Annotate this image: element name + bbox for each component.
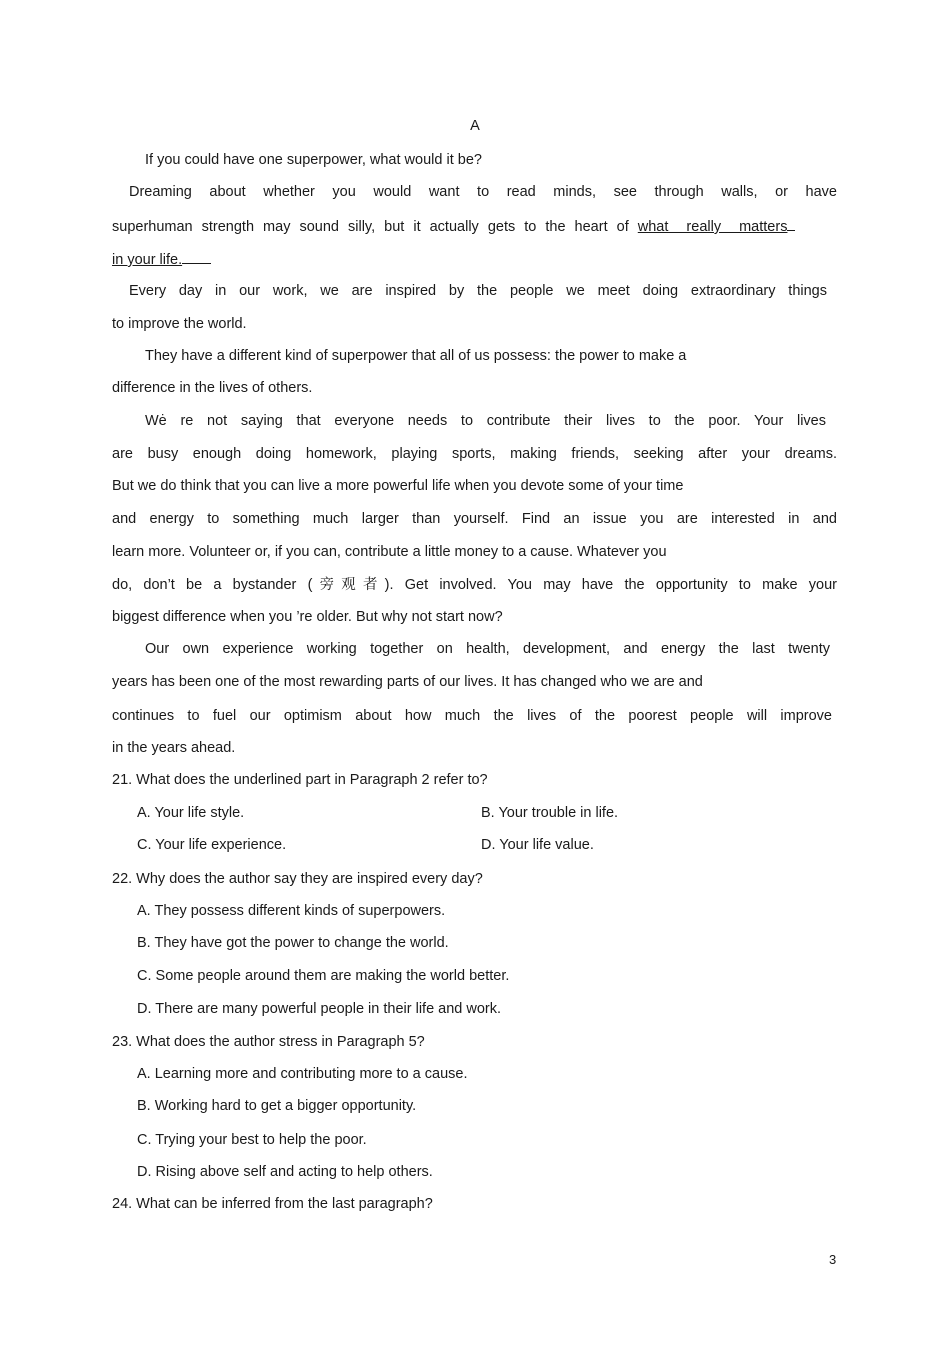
question-21: 21. What does the underlined part in Paragraph 2 refer to? [112,772,488,788]
q23-option-d: D. Rising above self and acting to help others. [137,1164,433,1180]
paragraph-6-line-1: Our own experience working together on health, development, and energy the last twenty [145,641,830,657]
q21-option-b: B. Your trouble in life. [481,805,619,821]
paragraph-2-line-3 [112,249,211,269]
q23-option-c: C. Trying your best to help the poor. [137,1132,367,1148]
underlined-phrase-part-2: in your life. [112,252,183,268]
question-23: 23. What does the author stress in Paragraph 5? [112,1034,425,1050]
paragraph-5-line-7: biggest difference when you ’re older. But why not start now? [112,609,503,625]
paragraph-6-line-2: years has been one of the most rewarding parts of our lives. It has changed who we are and [112,674,703,690]
paragraph-5-line-5: learn more. Volunteer or, if you can, contribute a little money to a cause. Whatever you [112,544,667,560]
q23-option-a: A. Learning more and contributing more to a cause. [137,1066,468,1082]
section-title: A [470,118,480,134]
q22-option-d: D. There are many powerful people in their life and work. [137,1001,502,1017]
paragraph-4-line-1: They have a different kind of superpower that all of us possess: the power to make a [145,348,687,364]
paragraph-5-line-4: and energy to something much larger than yourself. Find an issue you are interested in and [112,511,837,527]
paragraph-5-line-2: are busy enough doing homework, playing sports, making friends, seeking after your dreams. [112,446,837,462]
q22-option-a: A. They possess different kinds of superpowers. [137,903,446,919]
paragraph-6-line-3: continues to fuel our optimism about how much the lives of the poorest people will improve [112,708,832,724]
q22-option-b: B. They have got the power to change the world. [137,935,449,951]
question-22: 22. Why does the author say they are inspired every day? [112,871,483,887]
paragraph-5-line-1: Wė re not saying that everyone needs to contribute their lives to the poor. Your lives [145,413,826,429]
paragraph-2-line-1: Dreaming about whether you would want to read minds, see through walls, or have [129,184,837,200]
paragraph-4-line-2: difference in the lives of others. [112,380,313,396]
q23-option-b: B. Working hard to get a bigger opportunity. [137,1098,417,1114]
paragraph-1: If you could have one superpower, what would it be? [145,152,482,168]
paragraph-3-line-2: to improve the world. [112,316,247,332]
q21-option-c: C. Your life experience. [137,837,287,853]
paragraph-6-line-4: in the years ahead. [112,740,236,756]
paragraph-2-line-2 [112,216,838,236]
q22-option-c: C. Some people around them are making the world better. [137,968,510,984]
underlined-phrase-part-1: what really matters [637,219,788,235]
paragraph-2-text: superhuman strength may sound silly, but it actually gets to the heart of [112,219,638,235]
paragraph-5-line-6: do, don’t be a bystander (旁观者). Get involved. You may have the opportunity to make your [112,577,837,593]
page-number: 3 [829,1252,837,1267]
q21-option-d: D. Your life value. [481,837,594,853]
question-24: 24. What can be inferred from the last paragraph? [112,1196,433,1212]
paragraph-3-line-1: Every day in our work, we are inspired by the people we meet doing extraordinary things [129,283,827,299]
q21-option-a: A. Your life style. [137,805,245,821]
paragraph-5-line-3: But we do think that you can live a more powerful life when you devote some of your time [112,478,684,494]
